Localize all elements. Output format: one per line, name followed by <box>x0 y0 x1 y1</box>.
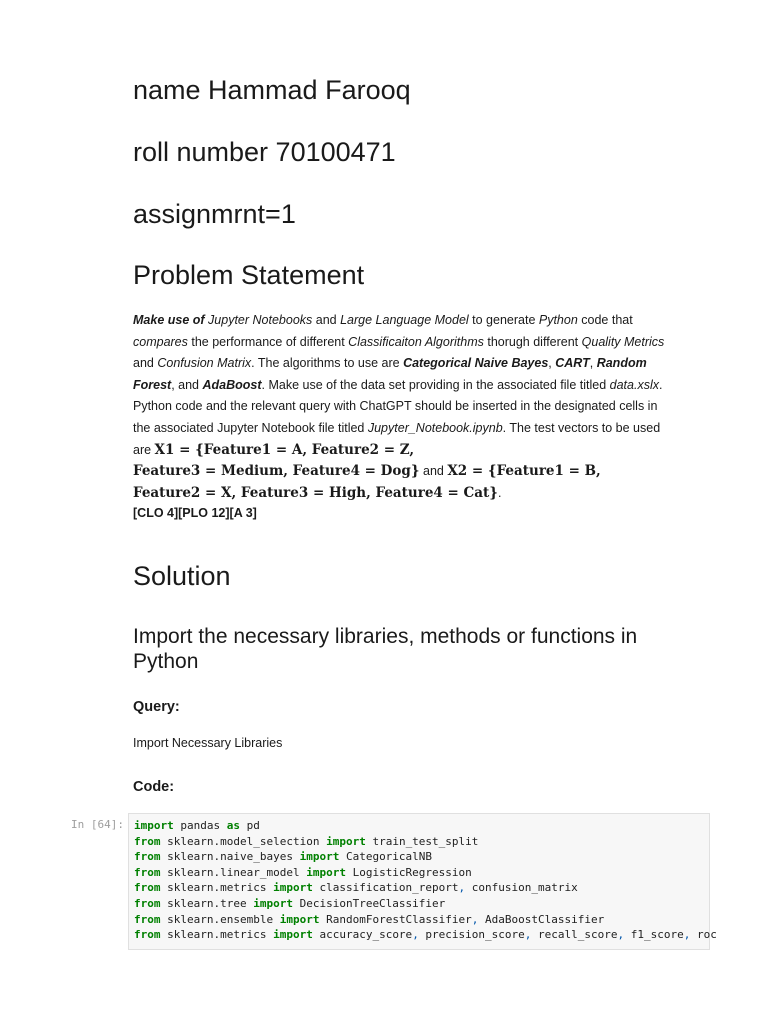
code-token: pandas <box>173 819 227 832</box>
code-token: sklearn.model_selection <box>160 834 327 848</box>
code-token: import <box>253 896 293 910</box>
code-token: sklearn.linear_model <box>160 865 307 879</box>
text-run: . Python code and the relevant query with ChatGPT should be inserted in the designated cells in the associated Jupyter Notebook file titled <box>133 377 663 435</box>
code-line <box>129 896 709 912</box>
code-token: sklearn.ensemble <box>160 912 280 926</box>
code-token: import <box>134 819 174 832</box>
text-run: and <box>312 313 341 327</box>
code-line <box>129 912 709 928</box>
code-token: accuracy_score <box>312 928 413 942</box>
assignment-heading <box>133 198 693 230</box>
code-token: from <box>134 834 161 848</box>
query-heading <box>133 698 693 716</box>
problem-heading <box>133 259 693 291</box>
code-lines <box>129 814 717 943</box>
code-token: from <box>134 912 161 926</box>
code-token: f1_score <box>624 928 684 942</box>
code-token: AdaBoostClassifier <box>478 912 605 926</box>
text-run: AdaBoost <box>202 377 262 392</box>
problem-paragraph <box>133 310 678 504</box>
code-token: from <box>134 881 161 895</box>
code-token: , <box>683 928 691 942</box>
roll-number: roll number 70100471 <box>133 137 396 167</box>
code-token: import <box>306 865 346 879</box>
text-run: Python <box>538 313 578 327</box>
code-token: as <box>226 819 240 832</box>
code-token: sklearn.tree <box>160 896 254 910</box>
code-line <box>129 849 709 865</box>
code-token: roc <box>690 928 717 942</box>
code-token: import <box>299 850 340 864</box>
code-token: , <box>524 928 532 942</box>
code-line <box>129 865 709 881</box>
query-label: Query: <box>133 699 180 715</box>
math-x2-part1: X2 = {Feature1 = B, <box>447 463 601 480</box>
code-token: from <box>134 865 161 879</box>
code-token: from <box>134 850 161 864</box>
code-token: sklearn.naive_bayes <box>160 850 300 864</box>
code-token: pd <box>239 819 260 832</box>
text-run: , <box>548 356 556 371</box>
text-run: Random Forest <box>133 356 647 392</box>
text-run: to generate <box>468 313 539 327</box>
code-token: LogisticRegression <box>345 865 472 879</box>
text-run: . The algorithms to use are <box>251 356 404 371</box>
text-run: . Make use of the data set providing in the associated file titled <box>261 377 610 392</box>
text-run: thorugh different <box>483 334 582 349</box>
code-token: import <box>273 928 313 942</box>
code-token: recall_score <box>531 928 618 942</box>
code-token: train_test_split <box>365 834 479 848</box>
code-token: , <box>471 912 479 926</box>
text-run: data.xslx <box>609 377 659 392</box>
solution-heading <box>133 560 693 592</box>
text-run: , <box>589 356 597 371</box>
text-run: . <box>497 485 502 500</box>
text-run: Confusion Matrix <box>157 356 252 371</box>
code-token: , <box>458 881 466 895</box>
code-token: from <box>134 896 161 910</box>
code-token: CategoricalNB <box>339 850 433 864</box>
student-name: name Hammad Farooq <box>133 75 411 105</box>
code-token: import <box>273 881 313 895</box>
code-cell-input[interactable] <box>128 813 717 950</box>
text-run: code that <box>577 313 633 327</box>
math-x1-part1: X1 = {Feature1 = A, Feature2 = Z, <box>154 441 415 458</box>
text-run: , and <box>171 377 203 392</box>
math-x2-part2: Feature2 = X, Feature3 = High, Feature4 = Cat} <box>133 484 498 501</box>
code-token: import <box>326 834 366 848</box>
text-run: Quality Metrics <box>581 334 665 349</box>
code-line <box>129 880 709 896</box>
cell-prompt: In [64]: <box>71 818 124 831</box>
code-token: precision_score <box>418 928 525 942</box>
code-token: import <box>279 912 320 926</box>
code-token: sklearn.metrics <box>160 928 274 942</box>
code-token: RandomForestClassifier <box>319 912 472 926</box>
code-token: , <box>617 928 625 942</box>
code-line <box>129 834 709 850</box>
code-token: confusion_matrix <box>465 881 578 895</box>
text-run: and <box>133 356 158 371</box>
code-label: Code: <box>133 779 175 795</box>
roll-heading <box>133 136 693 168</box>
text-run: . The test vectors to be used are <box>133 420 661 457</box>
text-run: Classificaiton Algorithms <box>348 334 484 349</box>
text-run: CART <box>555 356 590 371</box>
code-token: classification_report <box>312 881 459 895</box>
solution-title: Solution <box>133 561 231 591</box>
import-heading <box>133 624 683 674</box>
text-run: Jupyter Notebooks <box>208 313 313 327</box>
text-run: Make use of <box>133 313 205 327</box>
import-title: Import the necessary libraries, methods or functions in Python <box>133 625 638 673</box>
code-token: , <box>412 928 419 942</box>
math-x1-part2: Feature3 = Medium, Feature4 = Dog} <box>133 463 420 480</box>
code-line <box>129 927 717 943</box>
code-heading <box>133 778 693 796</box>
clo-tag: [CLO 4][PLO 12][A 3] <box>133 506 257 521</box>
name-heading <box>133 74 693 106</box>
problem-statement <box>133 310 678 522</box>
text-run: the performance of different <box>187 334 349 349</box>
text-run: Jupyter_Notebook.ipynb <box>367 420 503 435</box>
query-cell <box>133 734 693 752</box>
text-run: Categorical Naive Bayes <box>403 356 549 371</box>
code-token: from <box>134 928 161 942</box>
code-token: DecisionTreeClassifier <box>292 896 446 910</box>
code-token: sklearn.metrics <box>160 881 274 895</box>
query-text: Import Necessary Libraries <box>133 736 283 750</box>
text-run: Large Language Model <box>340 313 469 327</box>
code-line <box>129 818 709 834</box>
assignment-number: assignmrnt=1 <box>133 199 296 229</box>
problem-title: Problem Statement <box>133 260 365 290</box>
text-run: and <box>419 464 448 479</box>
text-run: compares <box>133 334 188 349</box>
